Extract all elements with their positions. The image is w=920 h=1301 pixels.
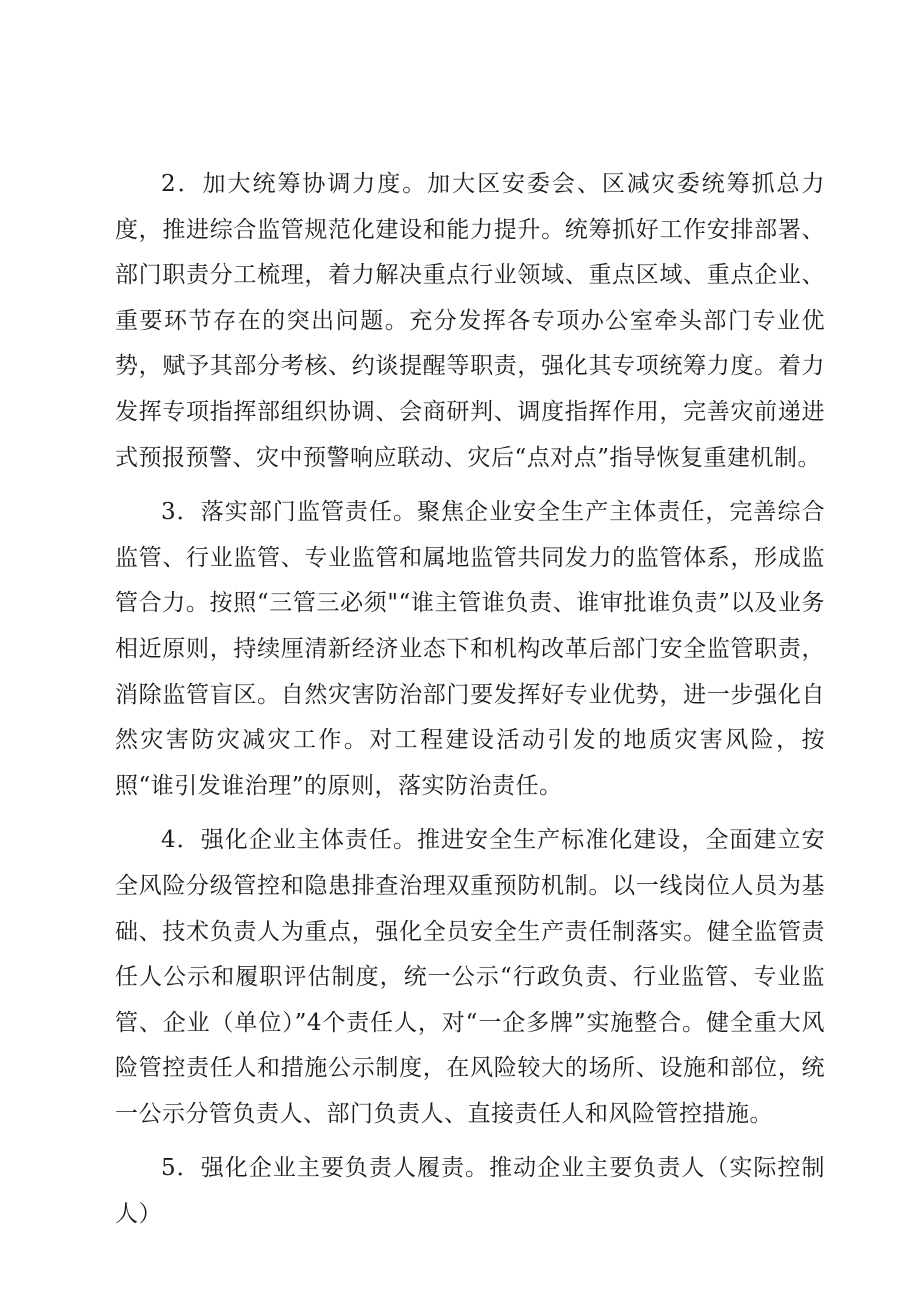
paragraph-department-responsibility: 3．落实部门监管责任。聚焦企业安全生产主体责任，完善综合监管、行业监管、专业监管和属地监管共同发力的监管体系，形成监管合力。按照“三管三必须"“谁主管谁负责、谁审批谁负责”以及业务相近原则，持续厘清新经济业态下和机构改革后部门安全监管职责，消除监管盲区。自然灾害防治部门要发挥好专业优势，进一步强化自然灾害防灾减灾工作。对工程建设活动引发的地质灾害风险，按照“谁引发谁治理”的原则，落实防治责任。 — [115, 499, 825, 799]
paragraph-coordination: 2．加大统筹协调力度。加大区安委会、区减灾委统筹抓总力度，推进综合监管规范化建设和能力提升。统筹抓好工作安排部署、部门职责分工梳理，着力解决重点行业领域、重点区域、重点企业、重要环节存在的突出问题。充分发挥各专项办公室牵头部门专业优势，赋予其部分考核、约谈提醒等职责，强化其专项统筹力度。着力发挥专项指挥部组织协调、会商研判、调度指挥作用，完善灾前递进式预报预警、灾中预警响应联动、灾后“点对点”指导恢复重建机制。 — [115, 171, 825, 471]
document-body — [115, 162, 825, 1247]
paragraph-enterprise-leaders: 5．强化企业主要负责人履责。推动企业主要负责人（实际控制人） — [115, 1155, 825, 1228]
paragraph-enterprise-responsibility: 4．强化企业主体责任。推进安全生产标准化建设，全面建立安全风险分级管控和隐患排查治理双重预防机制。以一线岗位人员为基础、技术负责人为重点，强化全员安全生产责任制落实。健全监管责任人公示和履职评估制度，统一公示“行政负责、行业监管、专业监管、企业（单位）”4个责任人，对“一企多牌”实施整合。健全重大风险管控责任人和措施公示制度，在风险较大的场所、设施和部位，统一公示分管负责人、部门负责人、直接责任人和风险管控措施。 — [115, 827, 825, 1127]
